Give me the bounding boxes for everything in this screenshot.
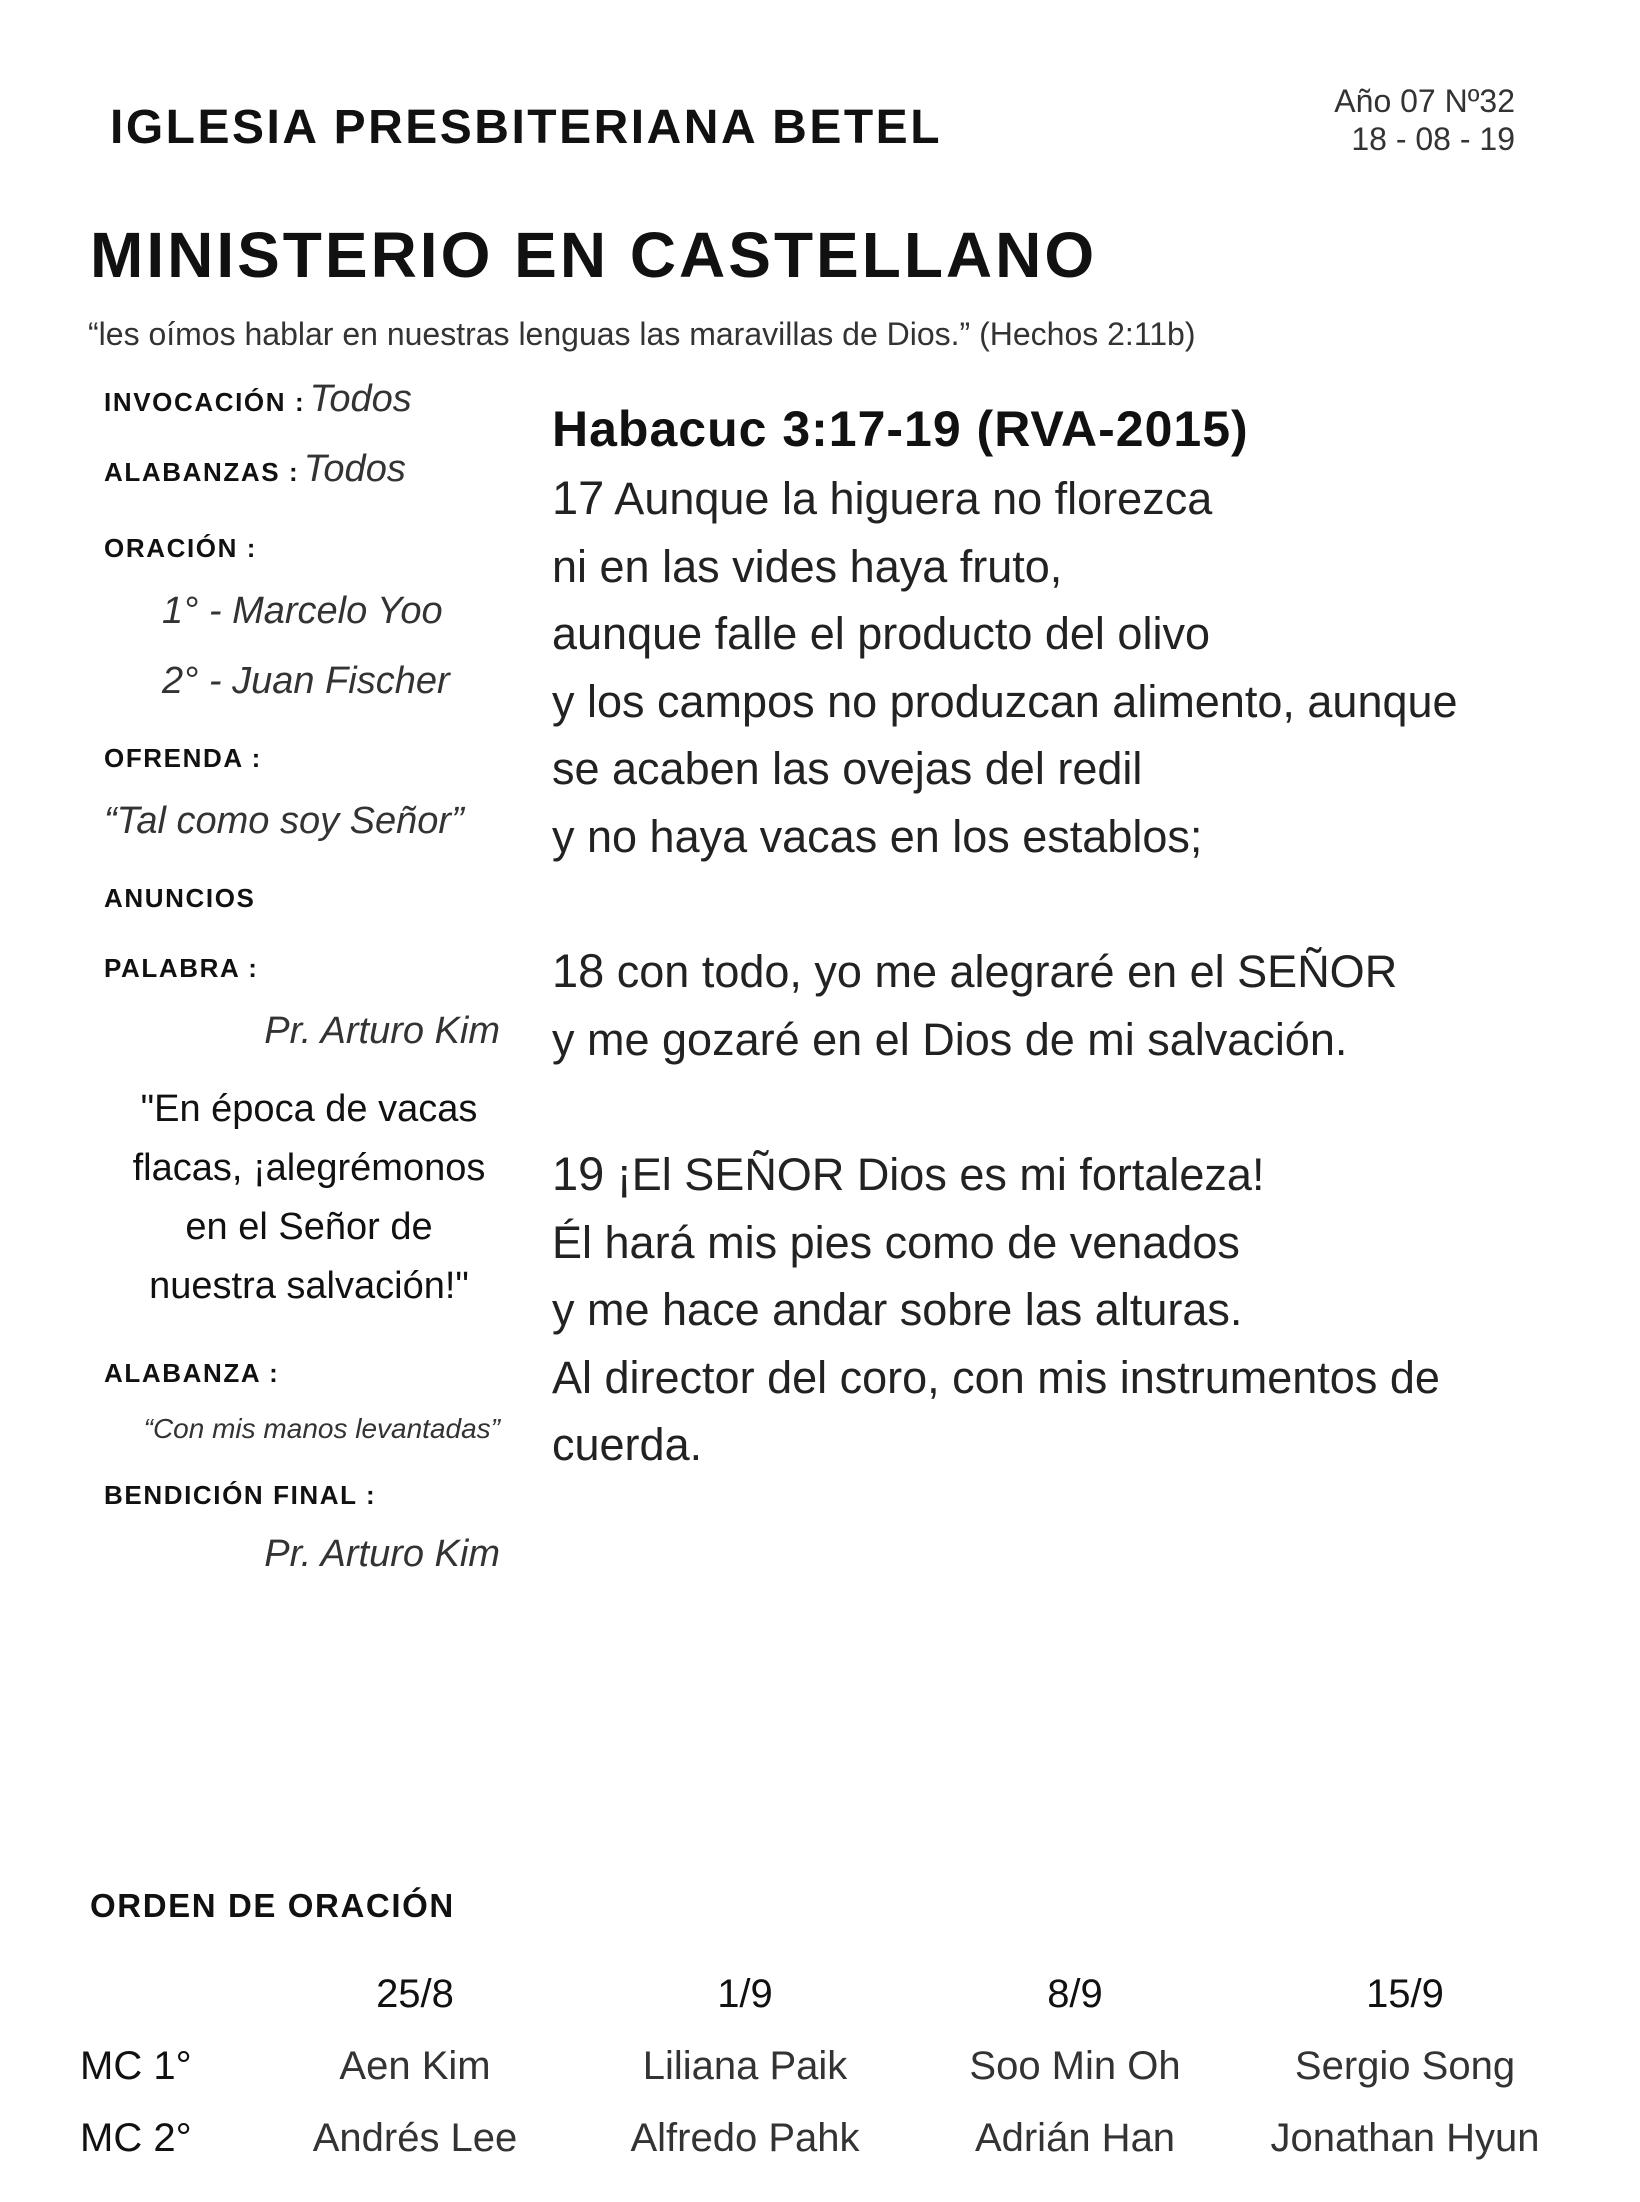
scripture-quote: “les oímos hablar en nuestras lenguas las maravillas de Dios.” (Hechos 2:11b) [88, 316, 1196, 352]
table-header-row [80, 1958, 1570, 2030]
verse-gap [552, 1073, 1552, 1140]
name-cell: Jonathan Hyun [1270, 2115, 1540, 2160]
verse-text: con todo, yo me alegraré en el SEÑOR [604, 946, 1398, 997]
date-cell: 15/9 [1366, 1971, 1444, 2016]
verse-text: ¡El SEÑOR Dios es mi fortaleza! [604, 1149, 1265, 1200]
name-cell: Andrés Lee [312, 2115, 518, 2160]
verse-line: se acaben las ovejas del redil [552, 743, 1143, 794]
sermon-line: flacas, ¡alegrémonos [132, 1147, 486, 1189]
invocacion-label: INVOCACIÓN : [104, 387, 306, 417]
verse-text: Aunque la higuera no florezca [604, 473, 1213, 524]
issue-number: Año 07 Nº32 [1334, 83, 1515, 119]
oracion-label: ORACIÓN : [104, 533, 258, 563]
name-cell: Adrián Han [974, 2115, 1176, 2160]
verse-line [552, 1140, 1552, 1209]
verse-line [552, 464, 1552, 533]
name-cell: Aen Kim [339, 2043, 491, 2088]
alabanzas-value: Todos [303, 448, 406, 490]
verse-19 [552, 1140, 1552, 1479]
palabra-label: PALABRA : [104, 953, 259, 983]
verse-line: ni en las vides haya fruto, [552, 540, 1063, 592]
verse-line: y me hace andar sobre las alturas. [552, 1284, 1243, 1335]
date-cell: 25/8 [376, 1971, 454, 2016]
alabanza-label: ALABANZA : [104, 1358, 280, 1388]
verse-line: aunque falle el producto del olivo [552, 608, 1210, 659]
verse-line: y no haya vacas en los establos; [552, 810, 1203, 862]
name-cell: Alfredo Pahk [630, 2115, 860, 2160]
empty-cell [80, 1958, 250, 2030]
verse-line: Al director del coro, con mis instrumentos de [552, 1351, 1440, 1403]
palabra-value: Pr. Arturo Kim [264, 1010, 500, 1052]
row-label: MC 2° [80, 2115, 192, 2160]
oracion-first: 1° - Marcelo Yoo [162, 590, 443, 632]
alabanzas-row [104, 448, 406, 491]
verse-line: y me gozaré en el Dios de mi salvación. [552, 1013, 1348, 1065]
sermon-line: "En época de vacas [140, 1088, 478, 1130]
invocacion-row [104, 378, 412, 421]
oracion-second: 2° - Juan Fischer [162, 660, 450, 702]
verse-line [552, 937, 1552, 1006]
sermon-line: nuestra salvación!" [149, 1265, 469, 1307]
alabanzas-label: ALABANZAS : [104, 457, 300, 487]
row-label: MC 1° [80, 2043, 192, 2088]
issue-date: 18 - 08 - 19 [1351, 121, 1515, 157]
verse-18 [552, 937, 1552, 1073]
verse-number: 18 [552, 944, 605, 997]
sermon-line: en el Señor de [185, 1206, 433, 1248]
verse-line: y los campos no produzcan alimento, aunque [552, 675, 1458, 727]
verse-line: cuerda. [552, 1419, 703, 1470]
date-cell: 8/9 [1047, 1971, 1103, 2016]
church-name: IGLESIA PRESBITERIANA BETEL [110, 101, 943, 154]
date-cell: 1/9 [717, 1971, 773, 2016]
alabanza-value: “Con mis manos levantadas” [143, 1413, 500, 1444]
ofrenda-value: “Tal como soy Señor” [104, 800, 464, 842]
reading-title: Habacuc 3:17-19 (RVA-2015) [552, 401, 1249, 457]
verse-gap [552, 870, 1552, 937]
verse-number: 17 [552, 471, 605, 524]
table-row [80, 2102, 1570, 2174]
sermon-title [104, 1080, 514, 1316]
table-row [80, 2030, 1570, 2102]
bendicion-value: Pr. Arturo Kim [264, 1533, 500, 1575]
verse-17 [552, 464, 1552, 870]
ministry-title: MINISTERIO EN CASTELLANO [90, 219, 1098, 291]
prayer-order-title: ORDEN DE ORACIÓN [90, 1887, 455, 1924]
name-cell: Liliana Paik [642, 2043, 848, 2088]
issue-info [1334, 82, 1515, 158]
anuncios-label: ANUNCIOS [104, 883, 256, 913]
ofrenda-label: OFRENDA : [104, 743, 262, 773]
prayer-order-table [80, 1958, 1570, 2174]
bendicion-label: BENDICIÓN FINAL : [104, 1480, 377, 1510]
verse-line: Él hará mis pies como de venados [552, 1216, 1240, 1268]
verse-number: 19 [552, 1147, 605, 1200]
invocacion-value: Todos [309, 378, 412, 420]
name-cell: Sergio Song [1294, 2043, 1516, 2088]
scripture-reading [552, 400, 1552, 1479]
name-cell: Soo Min Oh [969, 2043, 1181, 2088]
